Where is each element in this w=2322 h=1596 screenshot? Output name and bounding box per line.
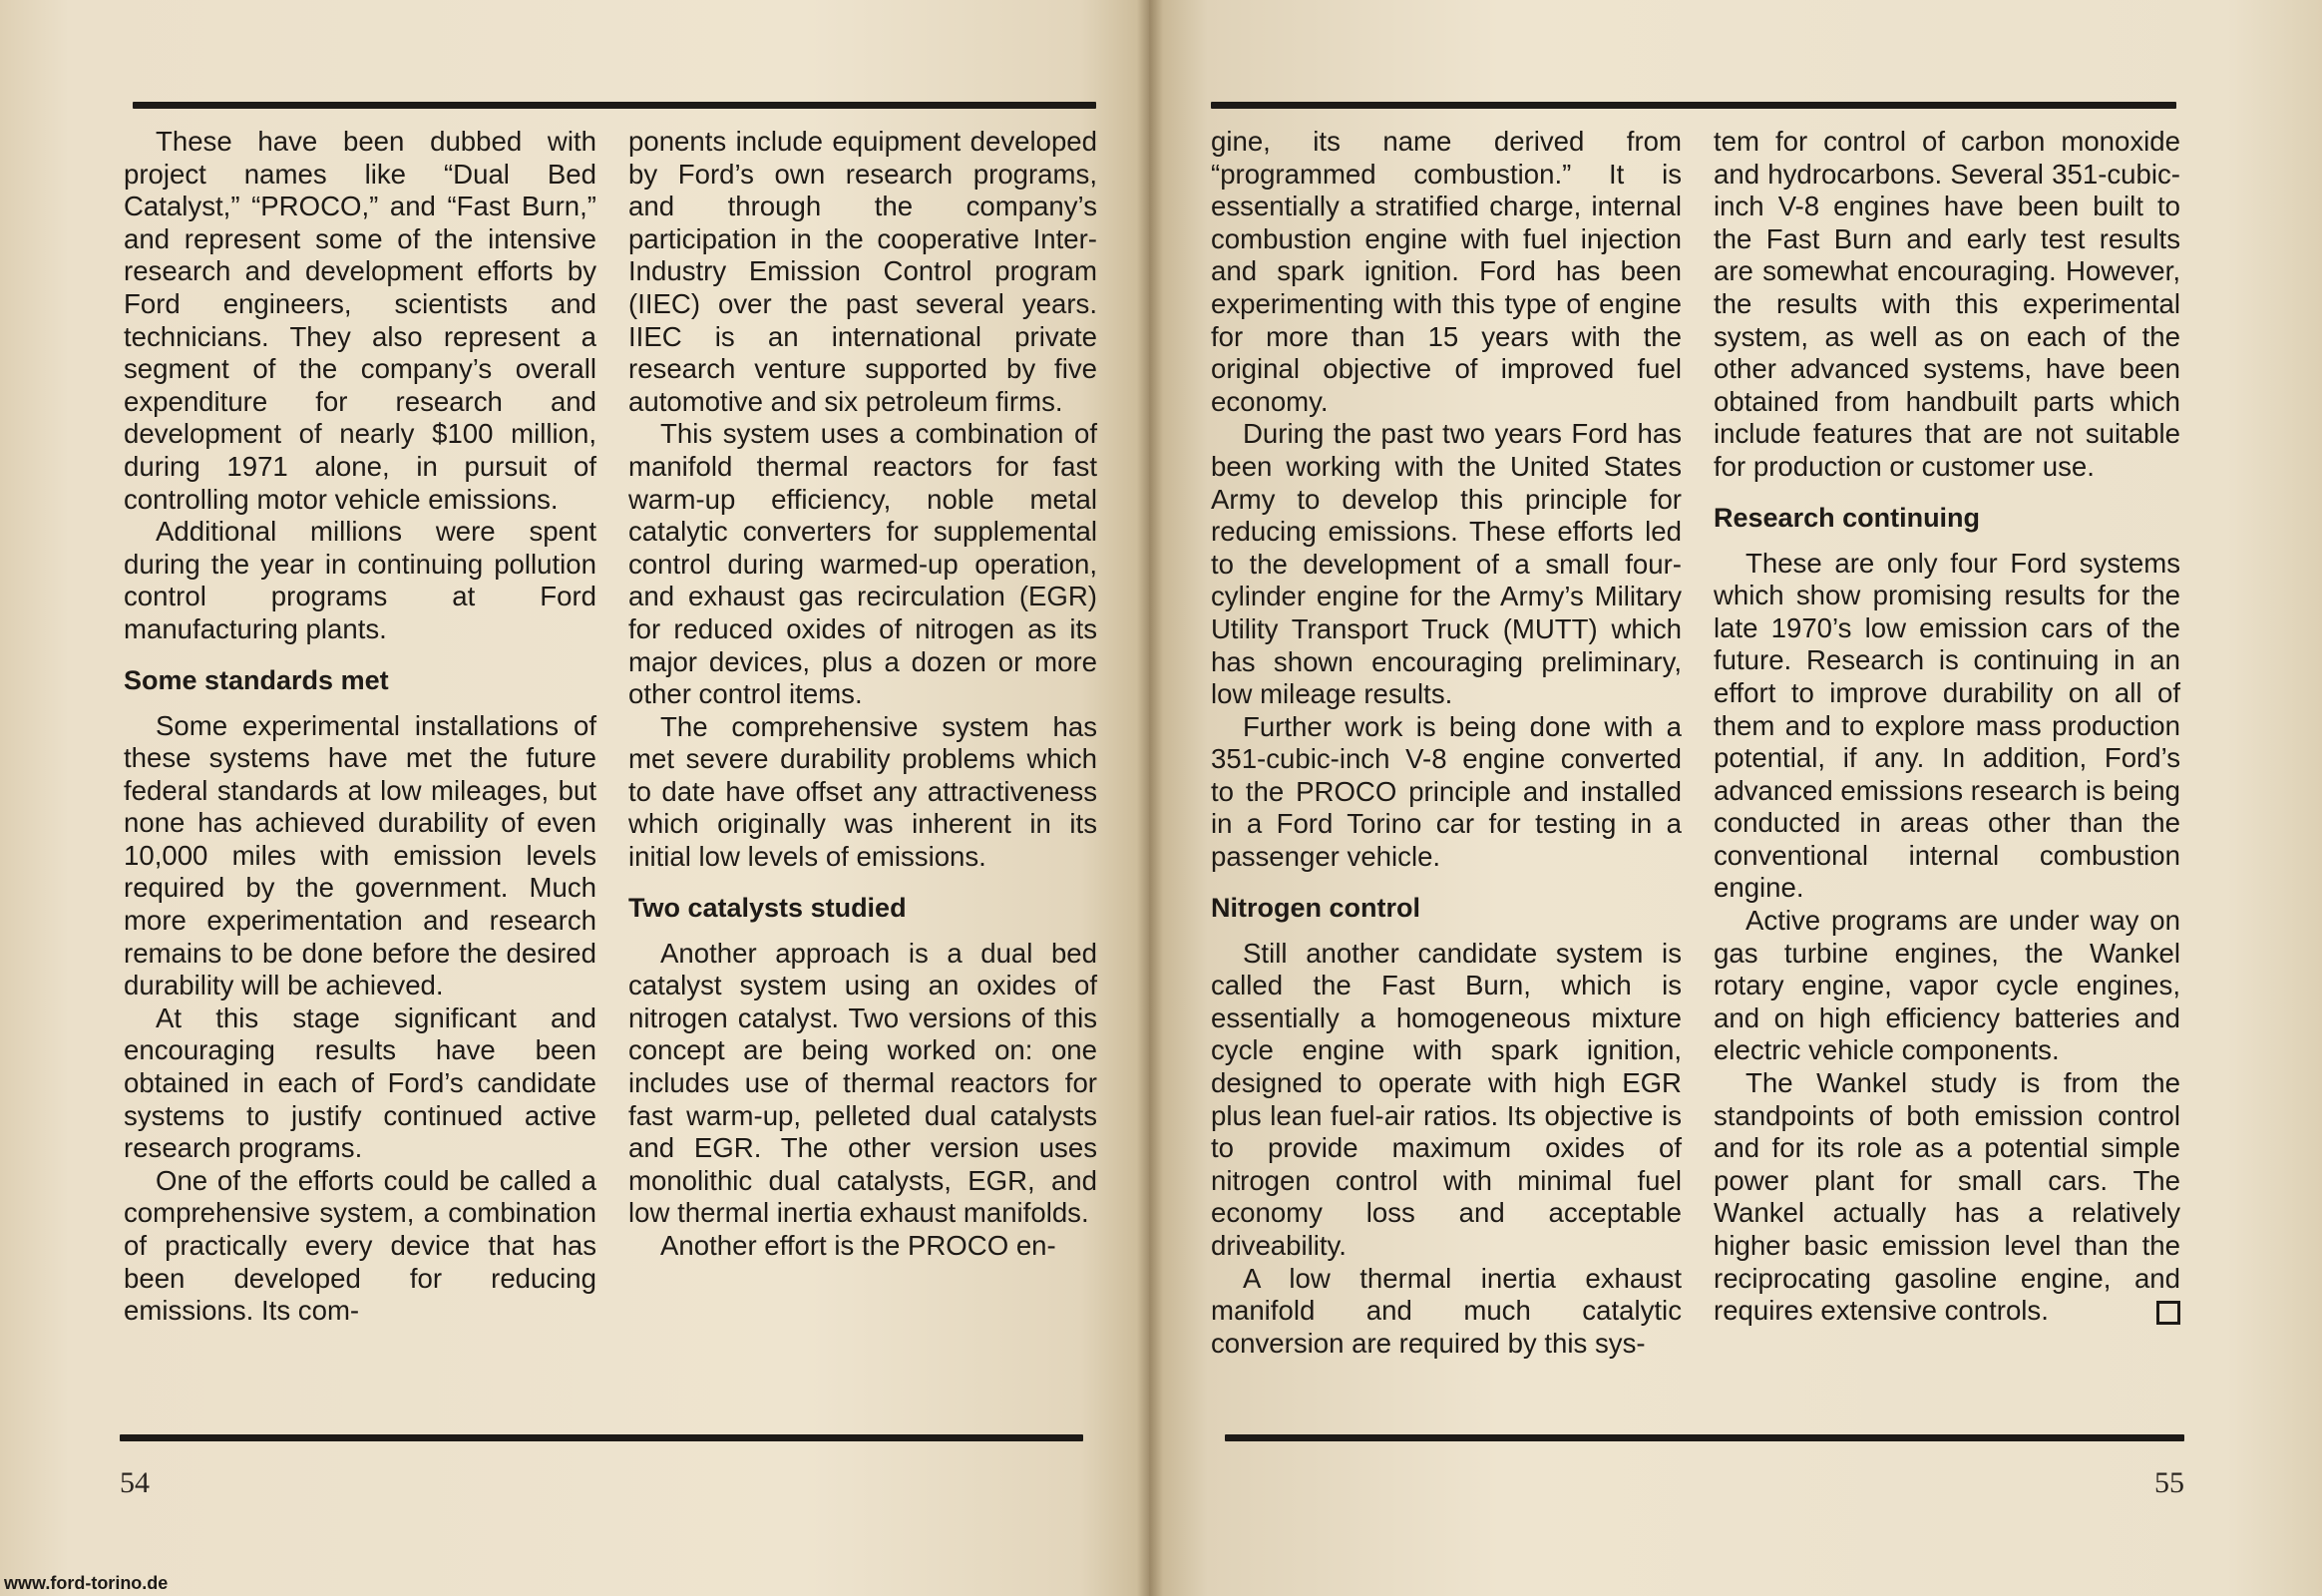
section-heading: Nitrogen control (1211, 892, 1420, 923)
top-rule (133, 102, 1096, 109)
page-number: 54 (120, 1466, 150, 1499)
paragraph: tem for control of carbon monoxide and hydrocarbons. Several 351-cubic-inch V-8 engines have been built to the Fast Burn and early test results are somewhat encouraging. However, the results with this experimental system, as well as on each of the other advanced systems, have been obtained from handbuilt parts which include features that are not suitable for production or customer use. (1714, 126, 2180, 482)
paragraph: This system uses a combination of manifold thermal reactors for fast warm-up efficiency, noble metal catalytic converters for supplemental control during warmed-up operation, and exhaust gas recirculation (EGR) for reduced oxides of nitrogen as its major devices, plus a dozen or more other control items. (628, 418, 1097, 710)
bottom-rule (1225, 1434, 2184, 1441)
paragraph: During the past two years Ford has been working with the United States Army to develop this principle for reducing emissions. These efforts led to the development of a small four-cylinder engine for the Army’s Military Utility Transport Truck (MUTT) which has shown encouraging preliminary, low mileage results. (1211, 418, 1682, 710)
left-column-1 (124, 126, 596, 1328)
paragraph: The Wankel study is from the standpoints of both emission control and for its role as a potential simple power plant for small cars. The Wankel actually has a relatively higher basic emission level than the reciprocating gasoline engine, and requires extensive controls. (1714, 1067, 2180, 1327)
paragraph: The comprehensive system has met severe durability problems which to date have offset any attractiveness which originally was inherent in its initial low levels of emissions. (628, 710, 1097, 873)
paragraph: Active programs are under way on gas turbine engines, the Wankel rotary engine, vapor cycle engines, and on high efficiency batteries and electric vehicle components. (1714, 905, 2180, 1066)
paragraph: Another approach is a dual bed catalyst system using an oxides of nitrogen catalyst. Two versions of this concept are being worked on: one includes use of thermal reactors for fast warm-up, pelleted dual catalysts and EGR. The other version uses monolithic dual catalysts, EGR, and low thermal inertia exhaust manifolds. (628, 937, 1097, 1229)
top-rule (1211, 102, 2176, 109)
paragraph: Further work is being done with a 351-cubic-inch V-8 engine converted to the PROCO principle and installed in a Ford Torino car for testing in a passenger vehicle. (1211, 710, 1682, 873)
paragraph: One of the efforts could be called a comprehensive system, a combination of practically every device that has been developed for reducing emissions. Its com- (124, 1164, 596, 1327)
right-page (1149, 0, 2322, 1596)
paragraph: These have been dubbed with project names like “Dual Bed Catalyst,” “PROCO,” and “Fast Burn,” and represent some of the intensive research and development efforts by Ford engineers, scientists and technicians. They also represent a segment of the company’s overall expenditure for research and development of nearly $100 million, during 1971 alone, in pursuit of controlling motor vehicle emissions. (124, 126, 596, 515)
site-watermark: www.ford-torino.de (4, 1573, 169, 1593)
paragraph: At this stage significant and encouraging results have been obtained in each of Ford’s candidate systems to justify continued active research programs. (124, 1001, 596, 1164)
paragraph: Another effort is the PROCO en- (660, 1230, 1056, 1261)
paragraph: Additional millions were spent during the year in continuing pollution control programs at Ford manufacturing plants. (124, 516, 596, 644)
right-column-2 (1714, 126, 2180, 1328)
page-number: 55 (2154, 1466, 2184, 1499)
bottom-rule (120, 1434, 1083, 1441)
left-column-2 (628, 126, 1097, 1263)
left-page (0, 0, 1149, 1596)
paragraph: These are only four Ford systems which show promising results for the late 1970’s low emission cars of the future. Research is continuing in an effort to improve durability on all of them and to explore mass production potential, if any. In addition, Ford’s advanced emissions research is being conducted in areas other than the conventional internal combustion engine. (1714, 547, 2180, 904)
paragraph: Still another candidate system is called the Fast Burn, which is essentially a homogeneous mixture cycle engine with spark ignition, designed to operate with high EGR plus lean fuel-air ratios. Its objective is to provide maximum oxides of nitrogen control with minimal fuel economy loss and acceptable driveability. (1211, 937, 1682, 1261)
end-mark-icon (2156, 1301, 2180, 1325)
section-heading: Research continuing (1714, 502, 1981, 533)
paragraph: A low thermal inertia exhaust manifold and much catalytic conversion are required by this sys- (1211, 1262, 1682, 1359)
paragraph: ponents include equipment developed by Ford’s own research programs, and through the company’s participation in the cooperative Inter-Industry Emission Control program (IIEC) over the past several years. IIEC is an international private research venture supported by five automotive and six petroleum firms. (628, 126, 1097, 417)
section-heading: Two catalysts studied (628, 892, 907, 923)
right-column-1 (1211, 126, 1682, 1360)
paragraph: Some experimental installations of these systems have met the future federal standards at low mileages, but none has achieved durability of even 10,000 miles with emission levels required by the government. Much more experimentation and research remains to be done before the desired durability will be achieved. (124, 709, 596, 1001)
section-heading: Some standards met (124, 664, 389, 695)
paragraph: gine, its name derived from “programmed combustion.” It is essentially a stratified charge, internal combustion engine with fuel injection and spark ignition. Ford has been experimenting with this type of engine for more than 15 years with the original objective of improved fuel economy. (1211, 126, 1682, 417)
book-gutter (1137, 0, 1163, 1596)
